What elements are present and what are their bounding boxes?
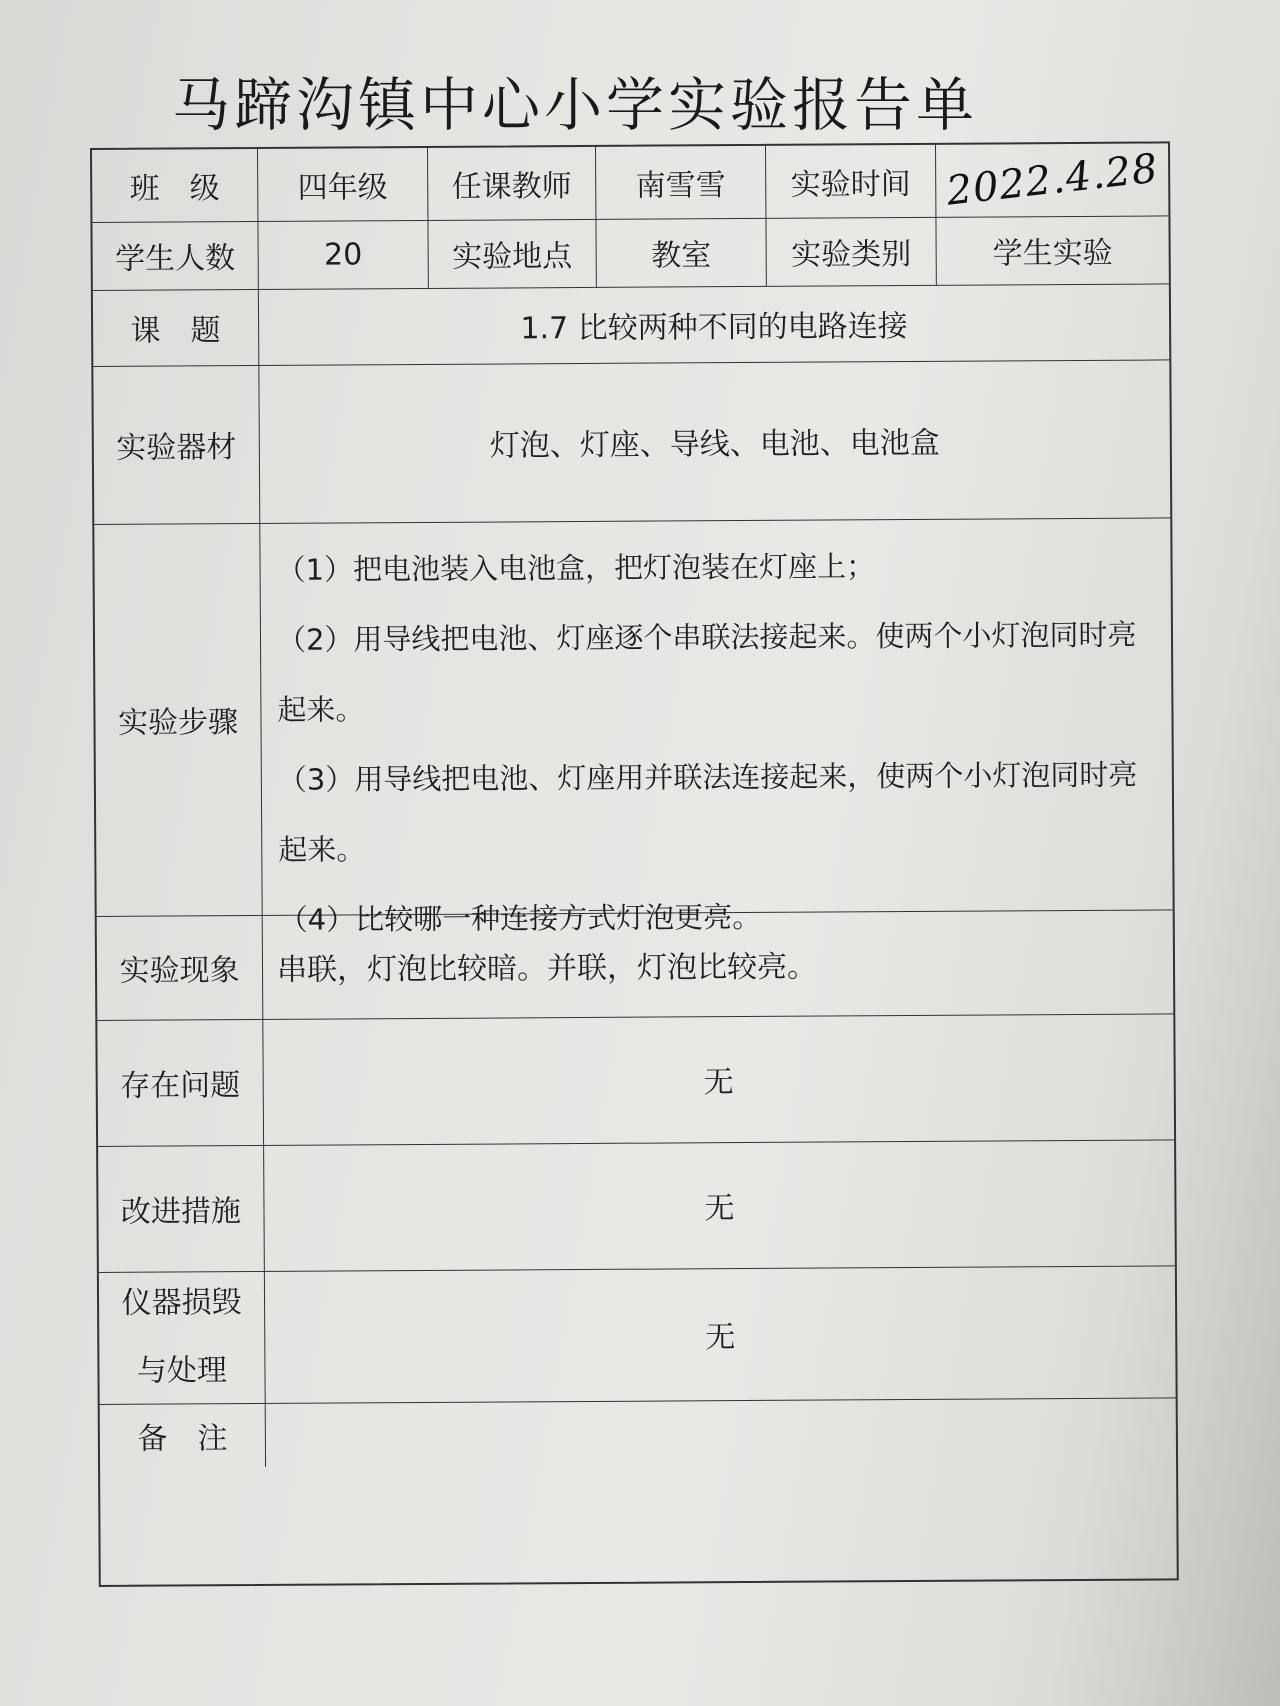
remarks-value [266, 1397, 1176, 1467]
row-students-location-category [92, 215, 1168, 291]
improvements-value: 无 [704, 1191, 735, 1227]
topic-value: 1.7 比较两种不同的电路连接 [520, 309, 908, 347]
damage-label [99, 1271, 266, 1404]
row-equipment [93, 359, 1170, 525]
document-title: 马蹄沟镇中心小学实验报告单 [171, 71, 978, 139]
class-value: 四年级 [258, 148, 428, 221]
row-remarks [100, 1397, 1176, 1468]
problems-label: 存在问题 [97, 1019, 264, 1146]
phenomenon-value: 串联，灯泡比较暗。并联，灯泡比较亮。 [276, 949, 818, 988]
equipment-value: 灯泡、灯座、导线、电池、电池盒 [489, 425, 940, 464]
steps-label: 实验步骤 [94, 523, 262, 916]
location-label: 实验地点 [428, 219, 596, 288]
report-table [90, 141, 1179, 1587]
row-damage [99, 1265, 1176, 1405]
teacher-value: 南雪雪 [596, 146, 766, 219]
category-value: 学生实验 [992, 235, 1113, 272]
row-phenomenon [97, 909, 1174, 1021]
handwritten-date: 2022.4.28 [944, 145, 1161, 215]
step-item: （2）用导线把电池、灯座逐个串联法接起来。使两个小灯泡同时亮起来。 [276, 617, 1137, 727]
category-label: 实验类别 [766, 217, 936, 286]
location-value: 教室 [596, 218, 766, 287]
steps-list [260, 517, 1172, 937]
students-value: 20 [258, 220, 428, 289]
row-problems [97, 1013, 1174, 1147]
problems-value: 无 [703, 1065, 734, 1101]
row-steps [94, 517, 1172, 937]
equipment-label: 实验器材 [93, 365, 260, 524]
row-topic [93, 283, 1169, 367]
students-label: 学生人数 [92, 221, 258, 290]
phenomenon-label: 实验现象 [97, 915, 264, 1020]
remarks-label: 备 注 [100, 1403, 266, 1468]
teacher-label: 任课教师 [428, 147, 596, 220]
improvements-label: 改进措施 [98, 1145, 265, 1272]
class-label: 班 级 [92, 149, 258, 222]
step-item: （3）用导线把电池、灯座用并联法连接起来，使两个小灯泡同时亮起来。 [277, 757, 1138, 867]
topic-label: 课 题 [93, 289, 259, 366]
row-improvements [98, 1139, 1175, 1273]
damage-label-line2: 与处理 [136, 1353, 228, 1389]
step-item: （4）比较哪一种连接方式灯泡更亮。 [278, 899, 762, 937]
damage-label-line1: 仪器损毁 [121, 1285, 242, 1321]
time-label: 实验时间 [766, 145, 936, 218]
time-value [936, 143, 1168, 216]
step-item: （1）把电池装入电池盒，把灯泡装在灯座上； [276, 549, 876, 587]
row-class-teacher-time [92, 143, 1168, 223]
damage-value: 无 [705, 1320, 736, 1356]
